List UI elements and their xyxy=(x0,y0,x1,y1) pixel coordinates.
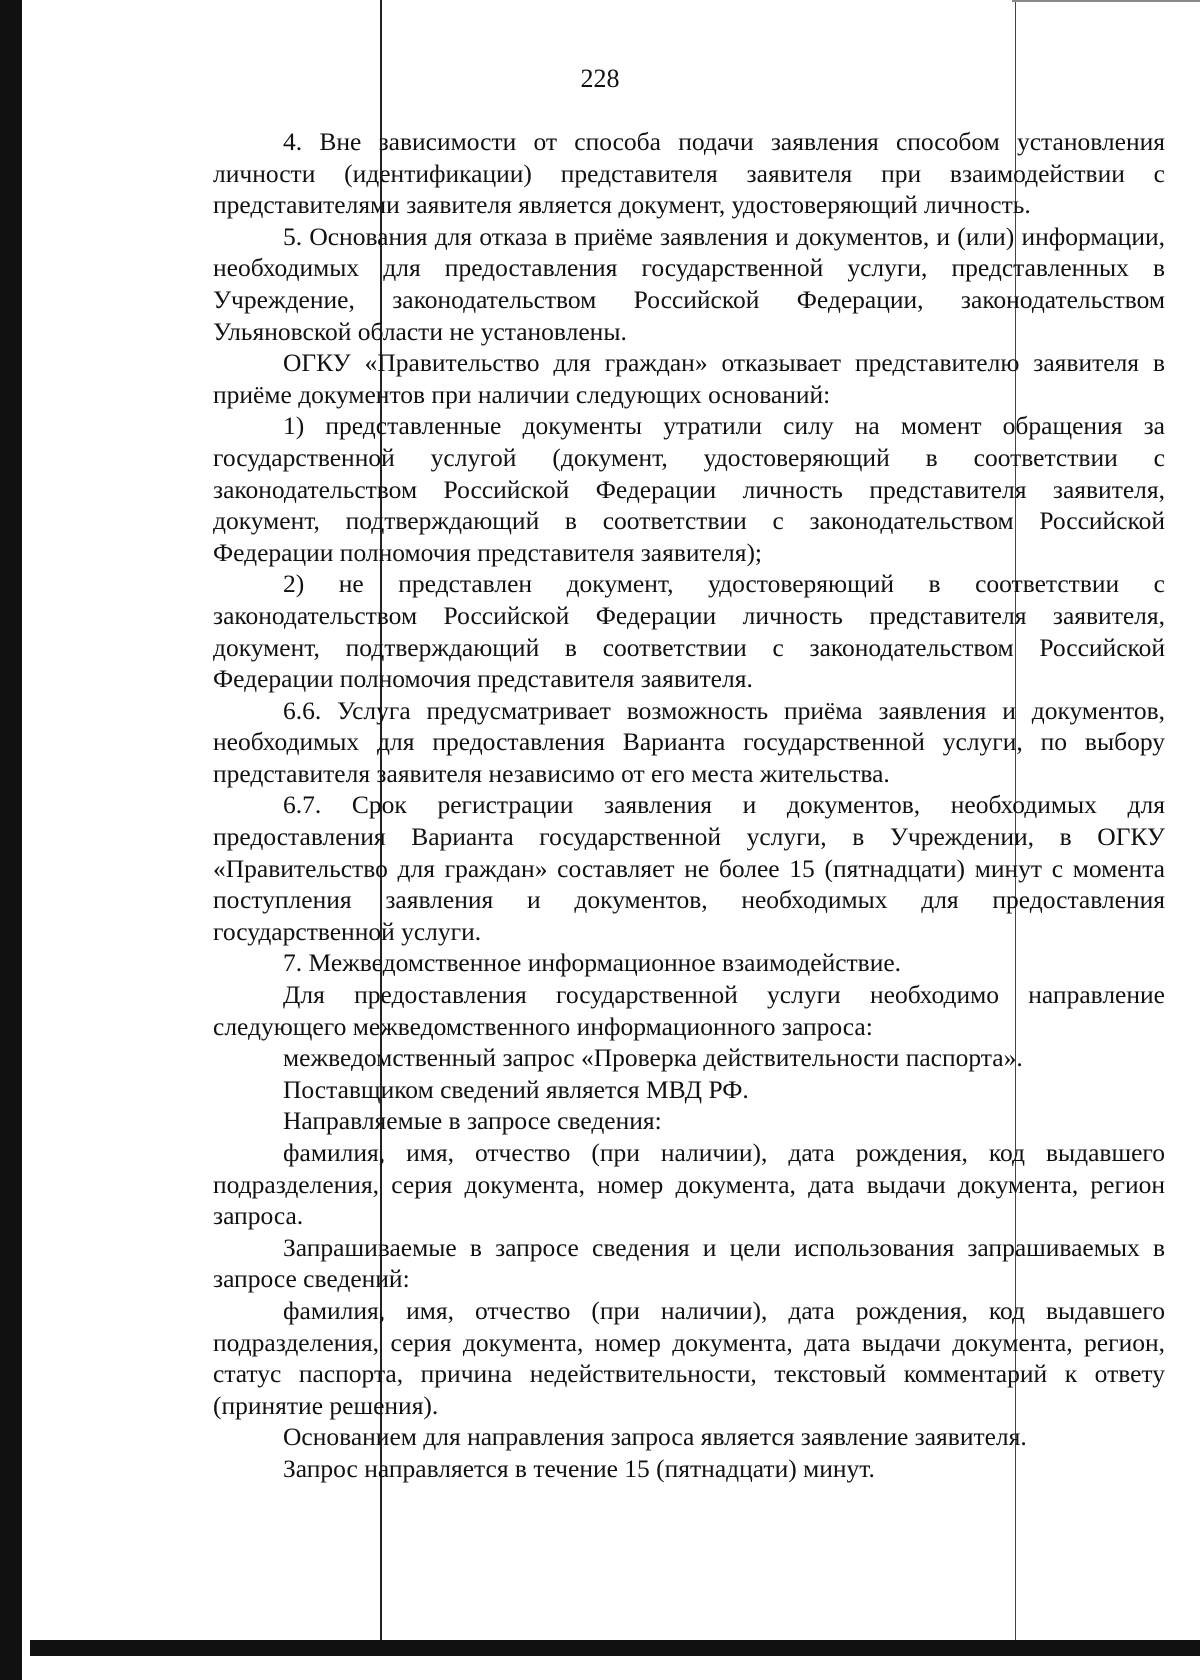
paragraph: Запрос направляется в течение 15 (пятнадцати) минут. xyxy=(283,1453,875,1483)
paragraph: Поставщиком сведений является МВД РФ. xyxy=(283,1074,749,1104)
paragraph: Запрашиваемые в запросе сведения и цели использования запрашиваемых в запросе сведений: xyxy=(213,1232,1165,1294)
paragraph: фамилия, имя, отчество (при наличии), дата рождения, код выдавшего подразделения, серия документа, номер документа, дата выдачи документа, регион, статус паспорта, причина недействительности, текстовый комментарий к ответу (принятие решения). xyxy=(213,1295,1165,1420)
paragraph: Направляемые в запросе сведения: xyxy=(283,1106,662,1136)
paragraph: Для предоставления государственной услуги необходимо направление следующего межведомственного информационного запроса: xyxy=(213,980,1165,1041)
scan-bottom-border xyxy=(30,1640,1200,1656)
paragraph: 6.6. Услуга предусматривает возможность приёма заявления и документов, необходимых для предоставления Варианта государственной услуги, по выбору представителя заявителя независимо от его места жительства. xyxy=(213,695,1165,788)
paragraph: 1) представленные документы утратили силу на момент обращения за государственной услугой (документ, удостоверяющий в соответствии с законодательством Российской Федерации личность представителя заявителя, документ, подтверждающий в соответствии с законодательством Российской Федерации полномочия представителя заявителя); xyxy=(213,411,1165,567)
paragraph: 5. Основания для отказа в приёме заявления и документов, и (или) информации, необходимых для предоставления государственной услуги, представленных в Учреждение, законодательством Российской Федерации, законодательством Ульяновской области не установлены. xyxy=(213,221,1165,346)
document-body xyxy=(213,126,1165,1485)
scan-left-border xyxy=(0,0,22,1680)
paragraph: 7. Межведомственное информационное взаимодействие. xyxy=(283,948,902,978)
paragraph: межведомственный запрос «Проверка действительности паспорта». xyxy=(283,1043,1023,1073)
paragraph: 6.7. Срок регистрации заявления и документов, необходимых для предоставления Варианта государственной услуги, в Учреждении, в ОГКУ «Правительство для граждан» составляет не более 15 (пятнадцати) минут с момента поступления заявления и документов, необходимых для предоставления государственной услуги. xyxy=(213,790,1165,946)
page-number: 228 xyxy=(580,64,620,93)
paragraph: 2) не представлен документ, удостоверяющий в соответствии с законодательством Российской Федерации личность представителя заявителя, документ, подтверждающий в соответствии с законодательством Российской Федерации полномочия представителя заявителя. xyxy=(213,569,1165,694)
paragraph: 4. Вне зависимости от способа подачи заявления способом установления личности (идентификации) представителя заявителя при взаимодействии с представителями заявителя является документ, удостоверяющий личность. xyxy=(213,127,1165,220)
scan-top-edge xyxy=(1012,0,1200,2)
paragraph: фамилия, имя, отчество (при наличии), дата рождения, код выдавшего подразделения, серия документа, номер документа, дата выдачи документа, регион запроса. xyxy=(213,1138,1165,1231)
paragraph: ОГКУ «Правительство для граждан» отказывает представителю заявителя в приёме документов при наличии следующих оснований: xyxy=(213,348,1165,409)
paragraph: Основанием для направления запроса является заявление заявителя. xyxy=(283,1422,1027,1452)
